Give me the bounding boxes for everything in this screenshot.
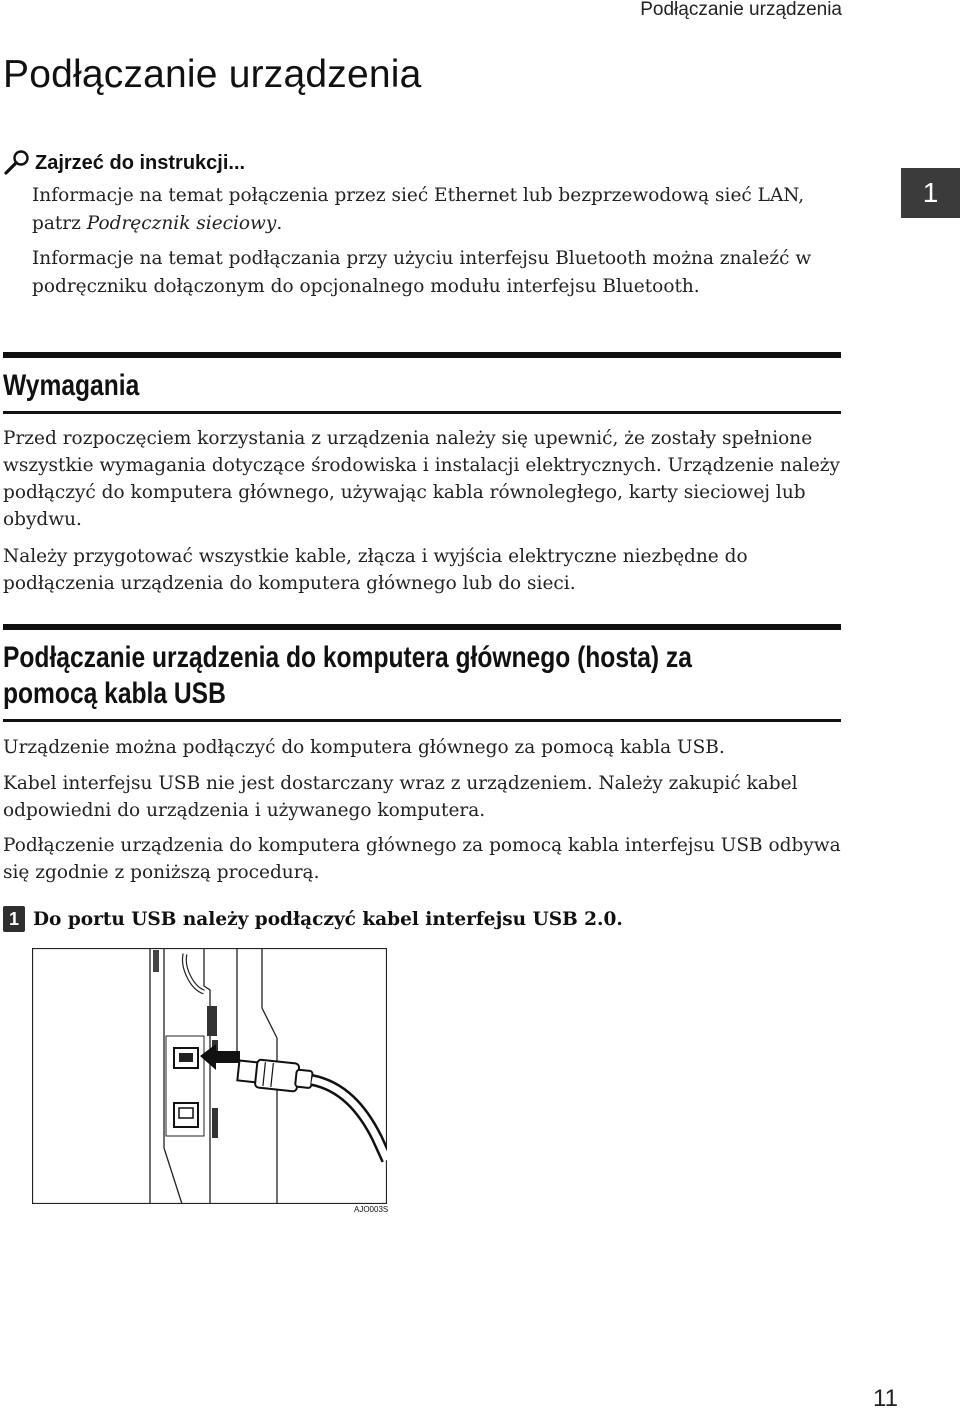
reference-paragraph-ethernet <box>32 182 852 238</box>
requirements-paragraph-1: Przed rozpoczęciem korzystania z urządzenia należy się upewnić, że zostały spełnione wszystkie wymagania dotyczące środowiska i instalacji elektrycznych. Urządzenie należy podłączyć do komputera głównego, używając kabla równoległego, karty sieciowej lub obydwu. <box>3 428 841 530</box>
reference-text-end: . <box>276 213 283 234</box>
page-number: 11 <box>873 1385 898 1412</box>
step-instruction: Do portu USB należy podłączyć kabel interfejsu USB 2.0. <box>33 908 623 930</box>
reference-text: Informacje na temat połączenia przez sieć Ethernet lub bezprzewodową sieć LAN, patrz <box>32 185 805 234</box>
usb-heading-line-2: pomocą kabla USB <box>3 677 226 710</box>
section-rule-bottom <box>3 411 841 414</box>
usb-heading-line-1: Podłączanie urządzenia do komputera głównego (hosta) za <box>3 641 692 674</box>
reference-paragraph-bluetooth: Informacje na temat podłączania przy użyciu interfejsu Bluetooth można znaleźć w podręczniku dołączonym do opcjonalnego modułu interfejsu Bluetooth. <box>32 248 812 297</box>
step-1 <box>3 906 623 932</box>
usb-paragraph-2: Kabel interfejsu USB nie jest dostarczany wraz z urządzeniem. Należy zakupić kabel odpowiedni do urządzenia i używanego komputera. <box>3 773 798 821</box>
figure-code: AJO003S <box>354 1205 389 1214</box>
section-heading-requirements: Wymagania <box>3 369 140 402</box>
requirements-paragraph-2: Należy przygotować wszystkie kable, złącza i wyjścia elektryczne niezbędne do podłączenia urządzenia do komputera głównego lub do sieci. <box>3 546 748 594</box>
page-title: Podłączanie urządzenia <box>3 53 422 96</box>
section-heading-usb <box>3 640 692 712</box>
reference-title: Zajrzeć do instrukcji... <box>35 152 246 174</box>
usb-paragraph-1: Urządzenie można podłączyć do komputera głównego za pomocą kabla USB. <box>3 737 725 758</box>
running-header: Podłączanie urządzenia <box>640 0 842 20</box>
magnifier-icon <box>3 149 31 175</box>
usb-paragraph-3: Podłączenie urządzenia do komputera głównego za pomocą kabla interfejsu USB odbywa się zgodnie z poniższą procedurą. <box>3 835 841 883</box>
section-rule-top <box>3 352 841 358</box>
step-number-badge: 1 <box>3 906 25 932</box>
reference-heading <box>3 148 245 175</box>
section-rule-bottom <box>3 719 841 722</box>
network-guide-reference: Podręcznik sieciowy <box>86 213 277 234</box>
usb-connection-illustration <box>32 948 387 1204</box>
chapter-tab: 1 <box>901 168 960 218</box>
section-rule-top <box>3 624 841 630</box>
